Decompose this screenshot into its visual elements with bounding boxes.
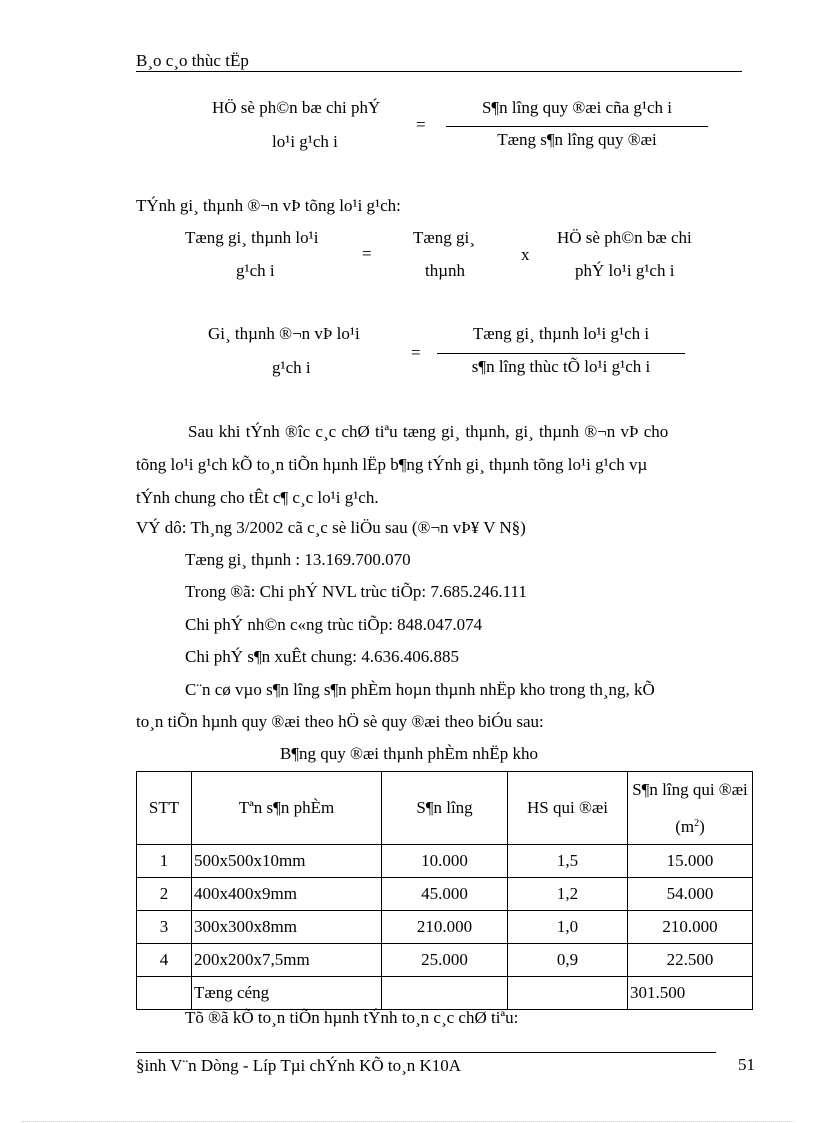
formula2-term-b-line2: thµnh xyxy=(425,261,466,280)
header-converted-quantity xyxy=(628,772,753,845)
paragraph1-line3: tÝnh chung cho tÊt c¶ c¸c lo¹i g¹ch. xyxy=(136,488,379,507)
cell-converted: 54.000 xyxy=(628,878,753,911)
table-header-row xyxy=(137,772,753,845)
table-caption: B¶ng quy ®æi thµnh phÈm nhËp kho xyxy=(280,744,539,763)
cell-coefficient: 1,0 xyxy=(508,911,628,944)
header-rule xyxy=(136,71,742,72)
table-row xyxy=(137,944,753,977)
cell-empty xyxy=(382,977,508,1010)
cell-product: 400x400x9mm xyxy=(192,878,382,911)
page-edge-dotted-rule xyxy=(22,1121,794,1122)
paragraph1-line2: tõng lo¹i g¹ch kÕ to¸n tiÕn hµnh lËp b¶ng tÝnh gi¸ thµnh tõng lo¹i g¹ch vµ xyxy=(136,455,648,474)
header-conversion-coefficient: HS qui ®æi xyxy=(508,772,628,845)
formula2-equals: = xyxy=(362,244,372,263)
cell-stt: 2 xyxy=(137,878,192,911)
cell-stt: 3 xyxy=(137,911,192,944)
cell-stt: 4 xyxy=(137,944,192,977)
report-header-title: B¸o c¸o thùc tËp xyxy=(136,51,249,70)
header-product-name: Tªn s¶n phÈm xyxy=(192,772,382,845)
cell-converted: 15.000 xyxy=(628,845,753,878)
cell-empty xyxy=(137,977,192,1010)
cell-quantity: 210.000 xyxy=(382,911,508,944)
formula2-term-b-line1: Tæng gi¸ xyxy=(413,228,475,247)
cell-converted: 210.000 xyxy=(628,911,753,944)
cell-total-value: 301.500 xyxy=(628,977,753,1010)
paragraph2-line1: C¨n cø vµo s¶n lîng s¶n phÈm hoµn thµnh nhËp kho trong th¸ng, kÕ xyxy=(185,680,655,699)
formula2-term-a-line2: g¹ch i xyxy=(236,261,275,280)
table-row xyxy=(137,878,753,911)
formula3-fraction-bar xyxy=(437,353,685,354)
formula2-term-c-line1: HÖ sè ph©n bæ chi xyxy=(557,228,692,247)
cell-quantity: 45.000 xyxy=(382,878,508,911)
paragraph2-line2: to¸n tiÕn hµnh quy ®æi theo hÖ sè quy ®æi theo biÓu sau: xyxy=(136,712,544,731)
cell-product: 200x200x7,5mm xyxy=(192,944,382,977)
formula1-fraction-bar xyxy=(446,126,708,127)
page-number: 51 xyxy=(738,1055,755,1074)
formula3-lhs-line1: Gi¸ thµnh ®¬n vÞ lo¹i xyxy=(208,324,360,343)
conversion-table xyxy=(136,771,753,1010)
cell-quantity: 10.000 xyxy=(382,845,508,878)
table-total-row xyxy=(137,977,753,1010)
formula3-lhs-line2: g¹ch i xyxy=(272,358,311,377)
cell-coefficient: 0,9 xyxy=(508,944,628,977)
cell-coefficient: 1,5 xyxy=(508,845,628,878)
formula3-denominator: s¶n lîng thùc tÕ lo¹i g¹ch i xyxy=(471,357,651,376)
cell-total-label: Tæng céng xyxy=(192,977,382,1010)
section-title: TÝnh gi¸ thµnh ®¬n vÞ tõng lo¹i g¹ch: xyxy=(136,196,401,215)
formula1-lhs-line1: HÖ sè ph©n bæ chi phÝ xyxy=(212,98,381,117)
cost-overhead: Chi phÝ s¶n xuÊt chung: 4.636.406.885 xyxy=(185,647,460,666)
formula3-equals: = xyxy=(411,343,421,362)
header-stt: STT xyxy=(137,772,192,845)
footer-rule xyxy=(136,1052,716,1053)
formula2-term-c-line2: phÝ lo¹i g¹ch i xyxy=(575,261,675,280)
header-unit-exponent: 2 xyxy=(694,817,700,829)
footer-author: §inh V¨n Dòng - Líp Tµi chÝnh KÕ to¸n K10A xyxy=(136,1056,462,1075)
cell-quantity: 25.000 xyxy=(382,944,508,977)
cell-product: 300x300x8mm xyxy=(192,911,382,944)
table-row xyxy=(137,911,753,944)
header-converted-quantity-text: S¶n lîng qui ®æi (m xyxy=(632,779,748,836)
cell-converted: 22.500 xyxy=(628,944,753,977)
cost-labor: Chi phÝ nh©n c«ng trùc tiÕp: 848.047.074 xyxy=(185,615,483,634)
example-line: VÝ dô: Th¸ng 3/2002 cã c¸c sè liÖu sau (®¬n vÞ¥ V N§) xyxy=(136,518,526,537)
formula1-numerator: S¶n lîng quy ®æi cña g¹ch i xyxy=(481,98,673,117)
cell-empty xyxy=(508,977,628,1010)
cell-stt: 1 xyxy=(137,845,192,878)
formula1-denominator: Tæng s¶n lîng quy ®æi xyxy=(497,130,657,149)
cell-coefficient: 1,2 xyxy=(508,878,628,911)
formula1-equals: = xyxy=(416,115,426,134)
header-unit-close: ) xyxy=(699,816,705,836)
formula2-times: x xyxy=(521,245,530,264)
formula3-numerator: Tæng gi¸ thµnh lo¹i g¹ch i xyxy=(472,324,650,343)
table-row xyxy=(137,845,753,878)
formula2-term-a-line1: Tæng gi¸ thµnh lo¹i xyxy=(185,228,319,247)
header-quantity: S¶n lîng xyxy=(382,772,508,845)
cell-product: 500x500x10mm xyxy=(192,845,382,878)
formula1-lhs-line2: lo¹i g¹ch i xyxy=(272,132,338,151)
cost-material: Trong ®ã: Chi phÝ NVL trùc tiÕp: 7.685.246.111 xyxy=(185,582,527,601)
closing-line: Tõ ®ã kÕ to¸n tiÕn hµnh tÝnh to¸n c¸c chØ tiªu: xyxy=(185,1008,519,1027)
cost-total: Tæng gi¸ thµnh : 13.169.700.070 xyxy=(185,550,411,569)
paragraph1-line1: Sau khi tÝnh ®îc c¸c chØ tiªu tæng gi¸ thµnh, gi¸ thµnh ®¬n vÞ cho xyxy=(188,422,669,441)
